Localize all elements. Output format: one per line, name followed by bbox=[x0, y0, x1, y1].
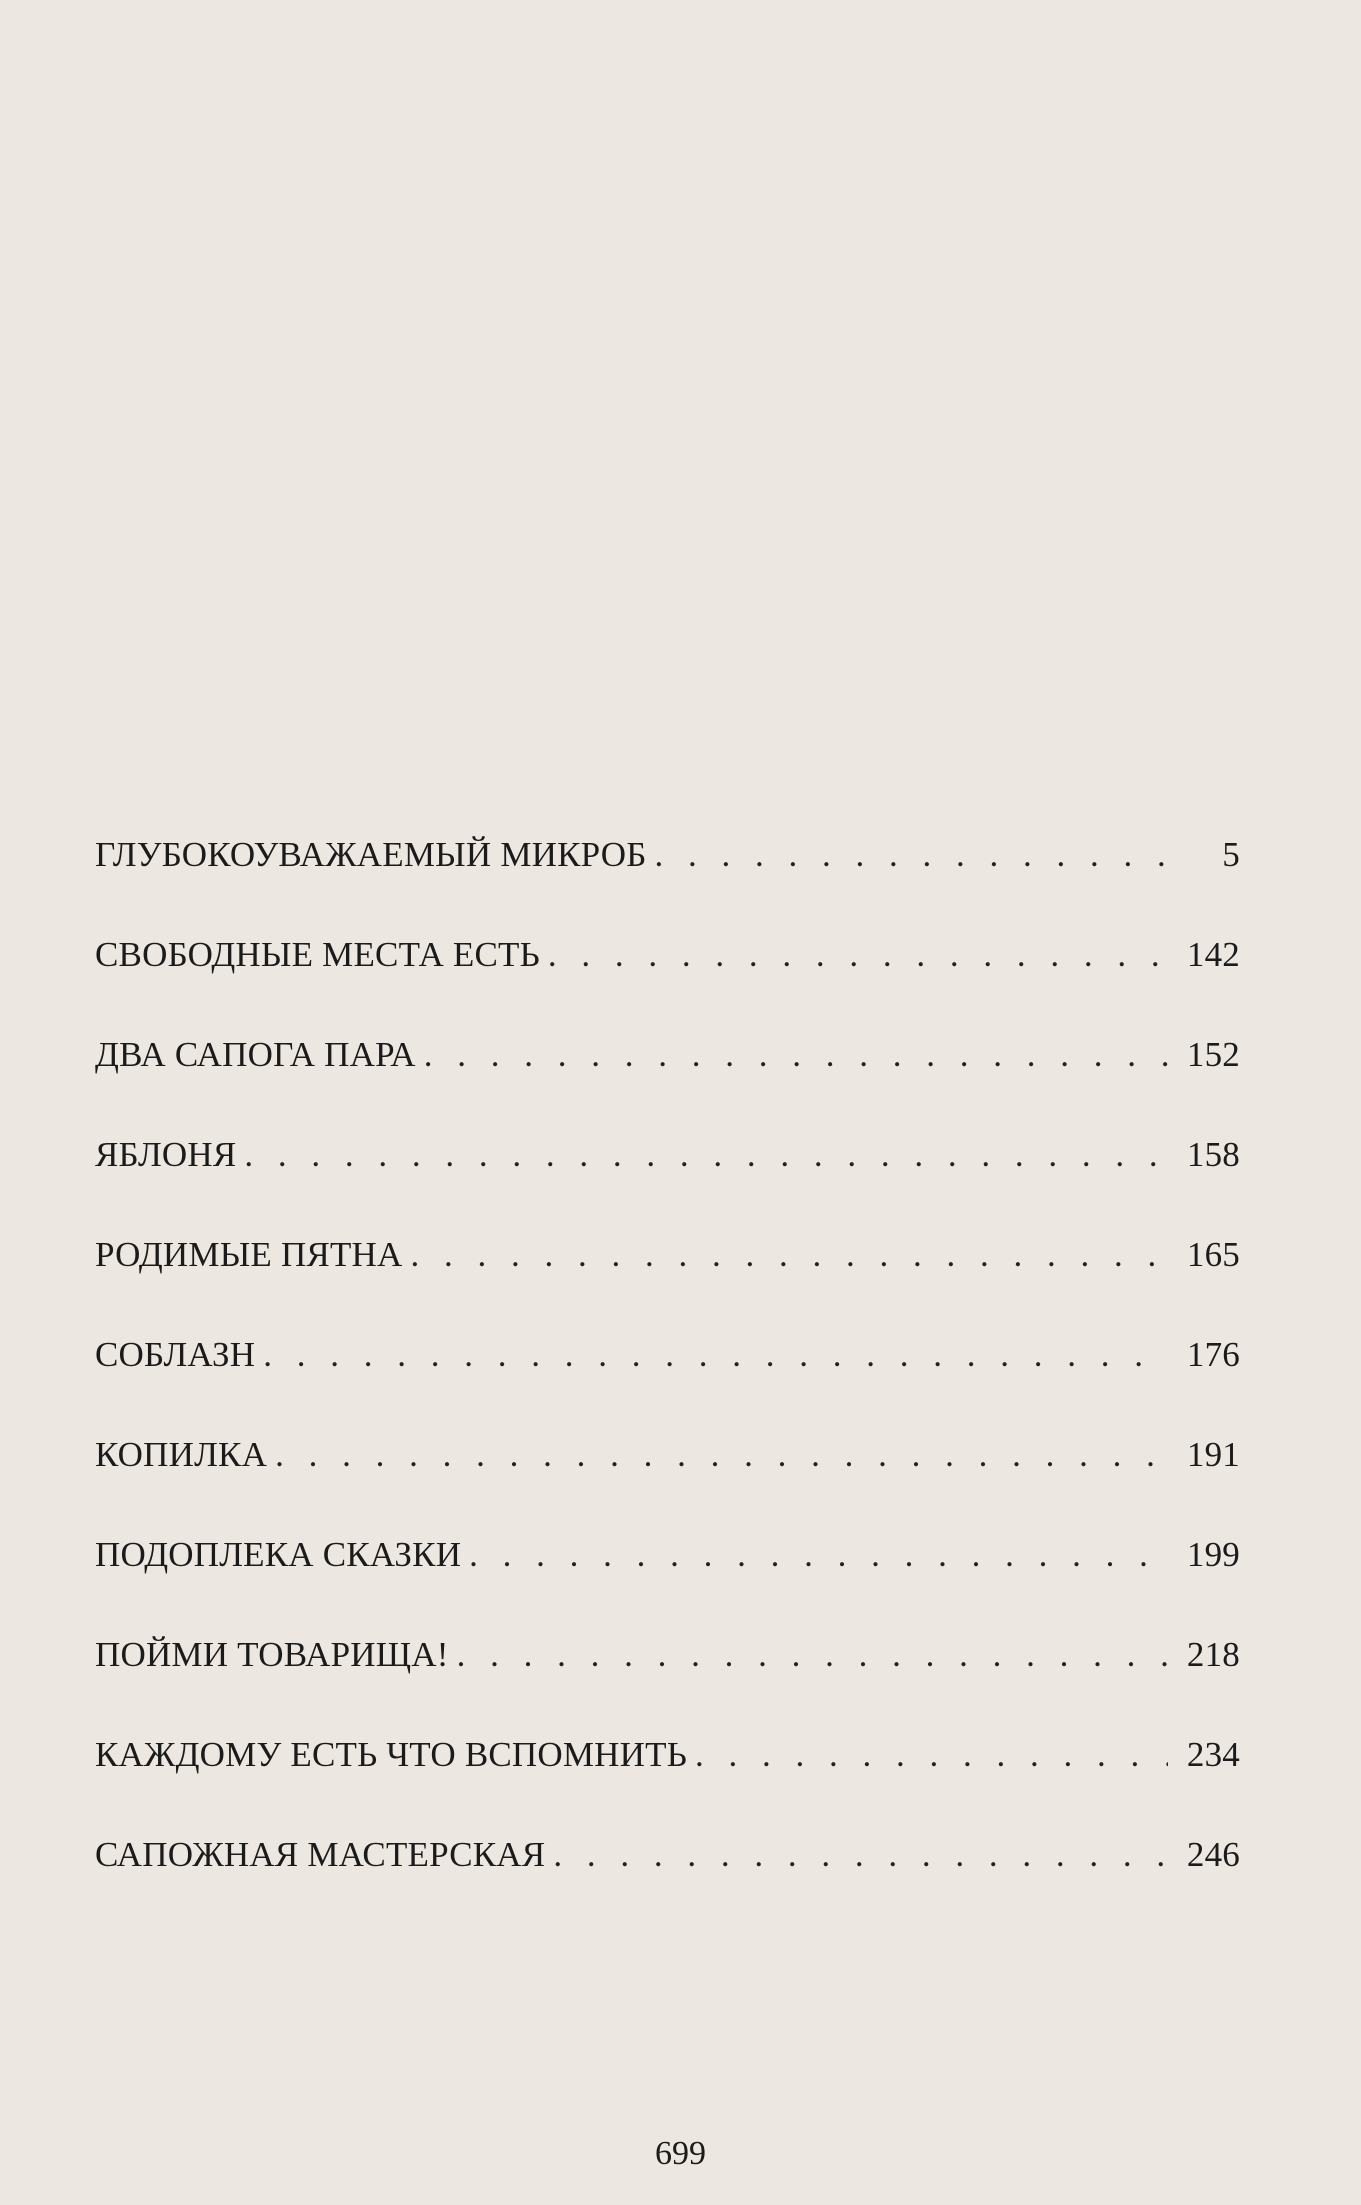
toc-entry-title: ПОЙМИ ТОВАРИЩА! bbox=[95, 1635, 449, 1674]
toc-entry bbox=[95, 1035, 1240, 1135]
toc-entry bbox=[95, 1235, 1240, 1335]
toc-entry-title: КОПИЛКА bbox=[95, 1435, 268, 1474]
toc-entry bbox=[95, 835, 1240, 935]
toc-leader-dots bbox=[263, 1335, 1168, 1375]
toc-leader-dots bbox=[244, 1135, 1168, 1175]
toc-entry bbox=[95, 1735, 1240, 1835]
toc-entry-title: СОБЛАЗН bbox=[95, 1335, 256, 1374]
toc-entry-title: СВОБОДНЫЕ МЕСТА ЕСТЬ bbox=[95, 935, 540, 974]
toc-leader-dots bbox=[424, 1035, 1168, 1075]
toc-entry-page: 165 bbox=[1186, 1235, 1240, 1274]
toc-entry bbox=[95, 1535, 1240, 1635]
toc-leader-dots bbox=[548, 935, 1168, 975]
toc-entry-page: 218 bbox=[1186, 1635, 1240, 1674]
table-of-contents bbox=[95, 835, 1240, 1935]
toc-entry-title: РОДИМЫЕ ПЯТНА bbox=[95, 1235, 403, 1274]
toc-entry-page: 142 bbox=[1186, 935, 1240, 974]
toc-leader-dots bbox=[553, 1835, 1168, 1875]
toc-entry-title: ПОДОПЛЕКА СКАЗКИ bbox=[95, 1535, 462, 1574]
toc-entry-page: 234 bbox=[1186, 1735, 1240, 1774]
toc-entry-title: САПОЖНАЯ МАСТЕРСКАЯ bbox=[95, 1835, 546, 1874]
toc-entry-page: 5 bbox=[1222, 835, 1240, 874]
toc-leader-dots bbox=[275, 1435, 1168, 1475]
toc-leader-dots bbox=[411, 1235, 1169, 1275]
toc-entry-page: 199 bbox=[1186, 1535, 1240, 1574]
toc-leader-dots bbox=[469, 1535, 1168, 1575]
toc-entry-title: ЯБЛОНЯ bbox=[95, 1135, 237, 1174]
toc-leader-dots bbox=[457, 1635, 1168, 1675]
toc-entry-page: 246 bbox=[1186, 1835, 1240, 1874]
page-number: 699 bbox=[655, 2135, 706, 2172]
toc-entry-page: 152 bbox=[1186, 1035, 1240, 1074]
toc-entry-title: ГЛУБОКОУВАЖАЕМЫЙ МИКРОБ bbox=[95, 835, 647, 874]
toc-entry bbox=[95, 1335, 1240, 1435]
toc-entry-page: 176 bbox=[1186, 1335, 1240, 1374]
toc-entry bbox=[95, 1135, 1240, 1235]
toc-entry bbox=[95, 935, 1240, 1035]
toc-entry-title: КАЖДОМУ ЕСТЬ ЧТО ВСПОМНИТЬ bbox=[95, 1735, 688, 1774]
toc-leader-dots bbox=[695, 1735, 1168, 1775]
toc-entry bbox=[95, 1635, 1240, 1735]
toc-entry-title: ДВА САПОГА ПАРА bbox=[95, 1035, 416, 1074]
toc-entry bbox=[95, 1835, 1240, 1935]
toc-leader-dots bbox=[655, 835, 1168, 875]
toc-entry-page: 158 bbox=[1186, 1135, 1240, 1174]
toc-entry-page: 191 bbox=[1186, 1435, 1240, 1474]
toc-entry bbox=[95, 1435, 1240, 1535]
